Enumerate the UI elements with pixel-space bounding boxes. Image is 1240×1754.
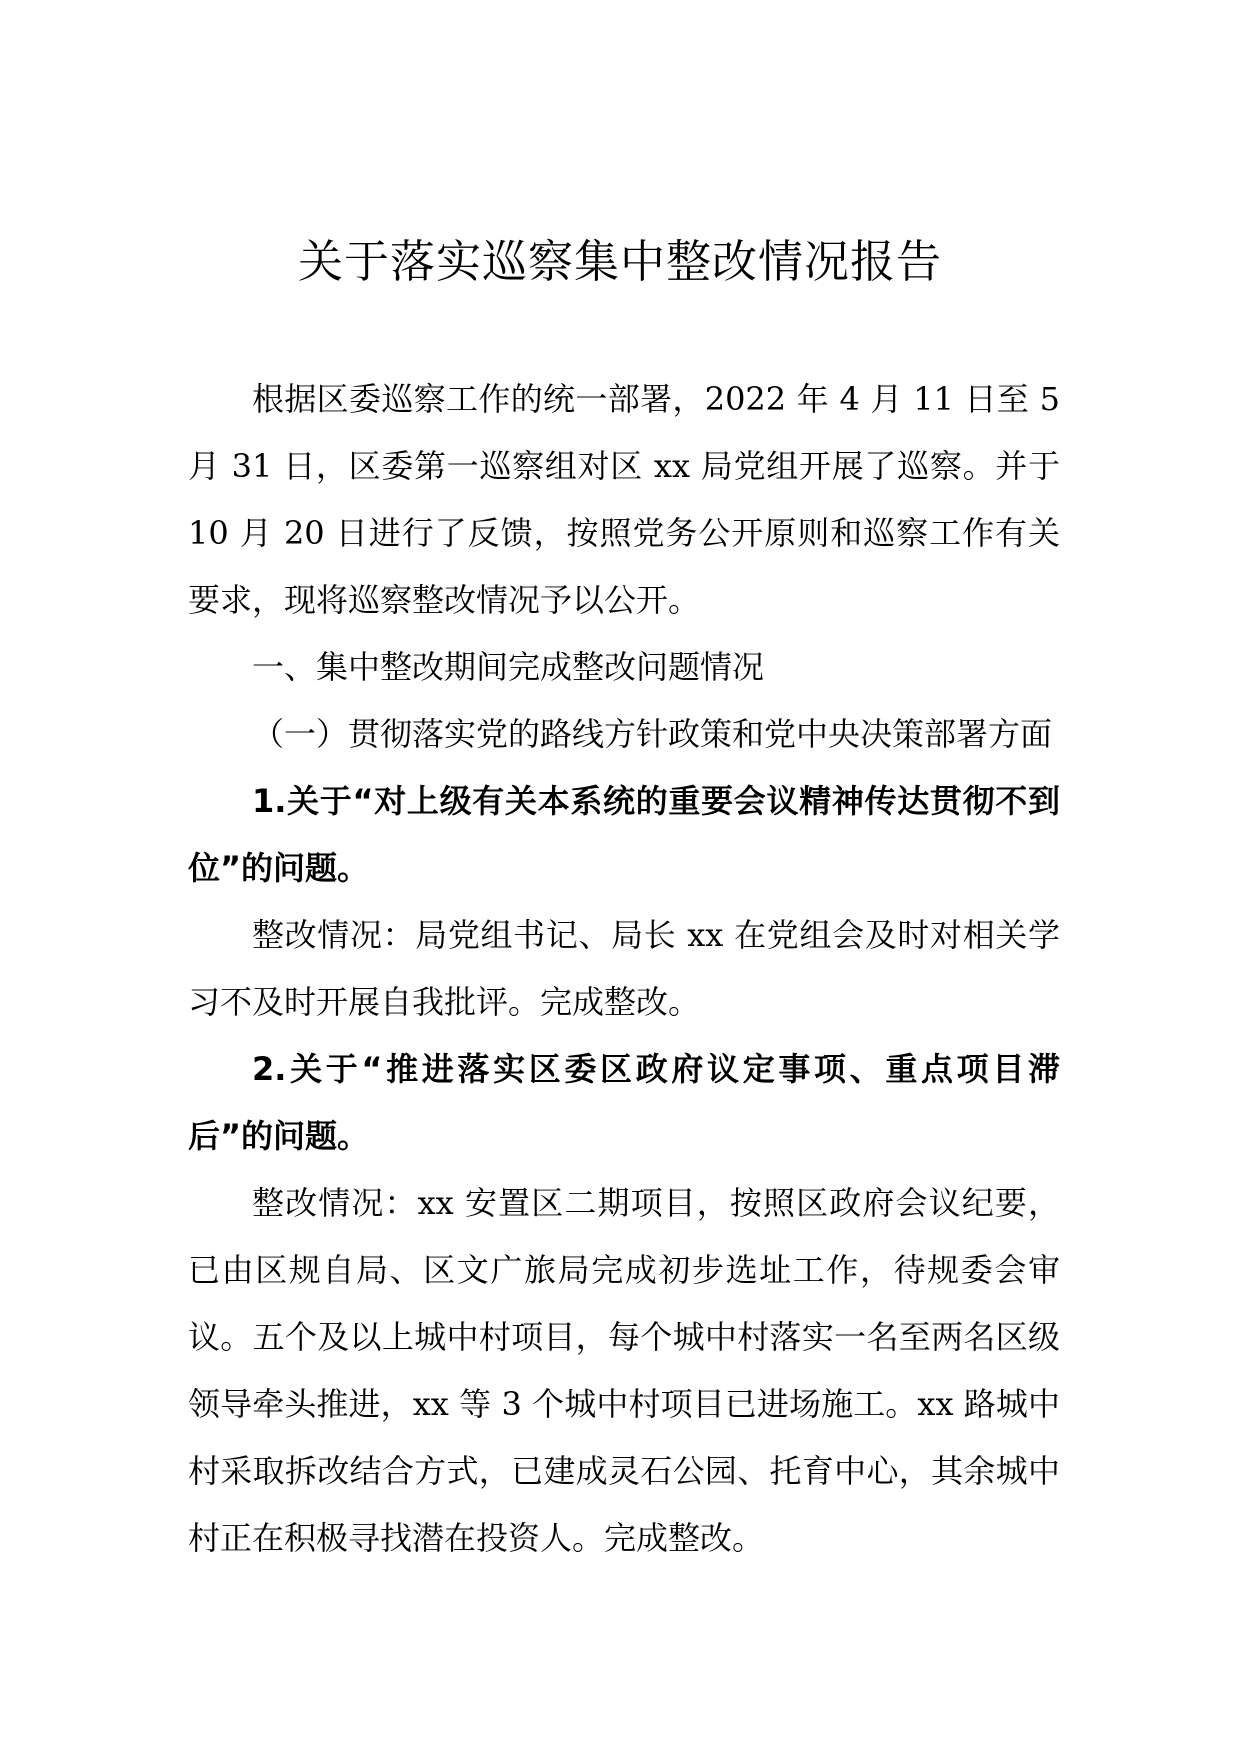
- issue-heading-2: 2.关于“推进落实区委区政府议定事项、重点项目滞后”的问题。: [188, 1050, 1060, 1155]
- rectification-paragraph-2: 整改情况：xx 安置区二期项目，按照区政府会议纪要，已由区规自局、区文广旅局完成初步选址工作，待规委会审议。五个及以上城中村项目，每个城中村落实一名至两名区级领导牵头推进，xx 等 3 个城中村项目已进场施工。xx 路城中村采取拆改结合方式，已建成灵石公园、托育中心，其余城中村正在积极寻找潜在投资人。完成整改。: [188, 1184, 1060, 1557]
- rectification-paragraph-1: 整改情况：局党组书记、局长 xx 在党组会及时对相关学习不及时开展自我批评。完成整改。: [188, 916, 1060, 1021]
- section-heading-1: 一、集中整改期间完成整改问题情况: [252, 648, 765, 686]
- document-body: [188, 366, 1060, 1572]
- issue-heading-1: 1.关于“对上级有关本系统的重要会议精神传达贯彻不到位”的问题。: [188, 782, 1060, 887]
- document-title: 关于落实巡察集中整改情况报告: [297, 235, 942, 288]
- subsection-heading-1: （一）贯彻落实党的路线方针政策和党中央决策部署方面: [252, 715, 1053, 753]
- intro-paragraph: 根据区委巡察工作的统一部署，2022 年 4 月 11 日至 5 月 31 日，区委第一巡察组对区 xx 局党组开展了巡察。并于 10 月 20 日进行了反馈，按照党务公开原则和巡察工作有关要求，现将巡察整改情况予以公开。: [188, 380, 1060, 619]
